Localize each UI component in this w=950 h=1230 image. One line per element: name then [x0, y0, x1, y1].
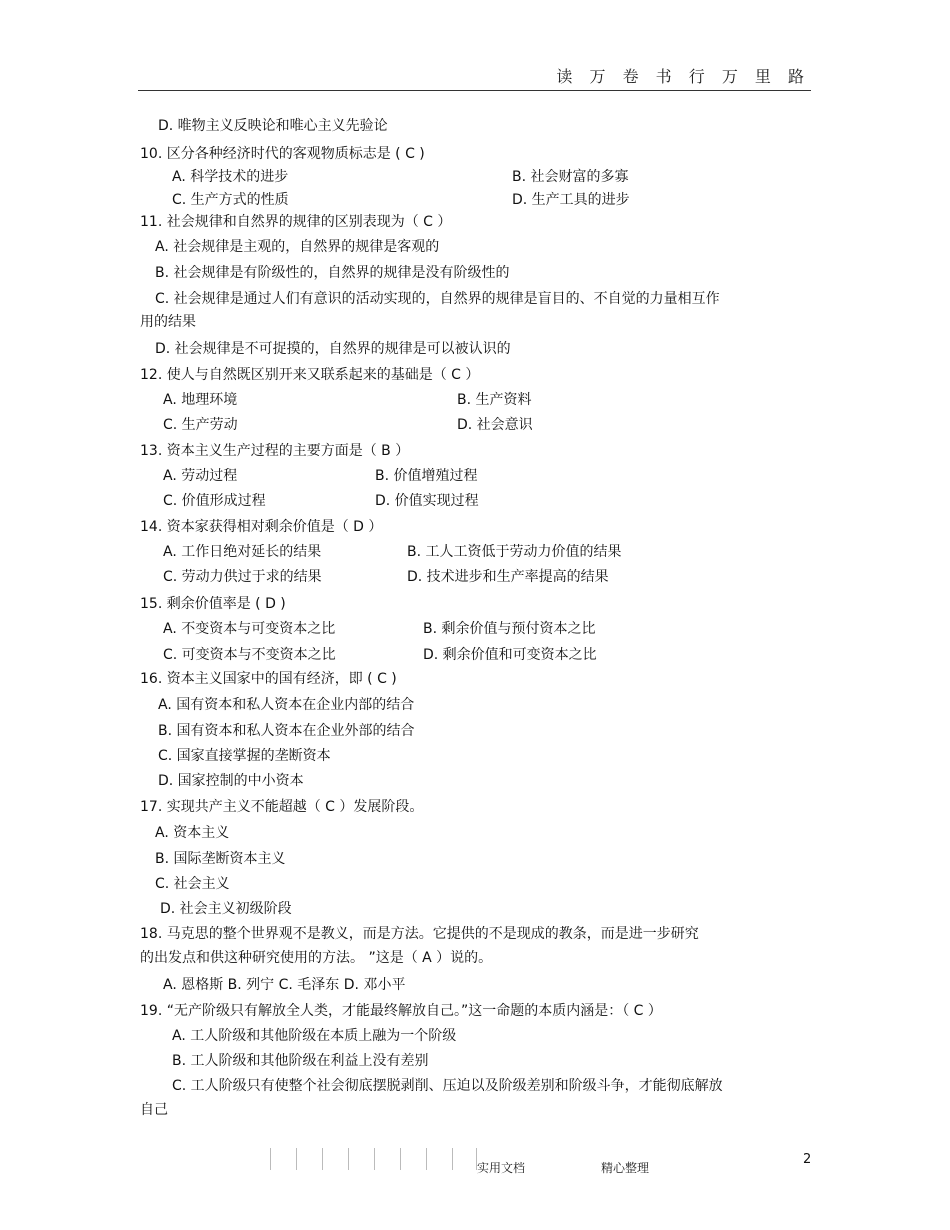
text-line: 19. “无产阶级只有解放全人类，才能最终解放自己。”这一命题的本质内涵是：（ C ） [140, 1003, 662, 1019]
text-line: 10. 区分各种经济时代的客观物质标志是 ( C ) [140, 146, 425, 162]
text-line: 12. 使人与自然既区别开来又联系起来的基础是（ C ） [140, 367, 480, 383]
text-line: A. 工作日绝对延长的结果 [163, 544, 322, 560]
text-line: B. 生产资料 [457, 392, 532, 408]
text-line: B. 工人阶级和其他阶级在利益上没有差别 [172, 1053, 429, 1069]
text-line: C. 可变资本与不变资本之比 [163, 647, 336, 663]
text-line: B. 国际垄断资本主义 [155, 851, 286, 867]
text-line: C. 劳动力供过于求的结果 [163, 569, 322, 585]
text-line: D. 社会意识 [457, 417, 533, 433]
footer-right-label: 精心整理 [601, 1161, 650, 1175]
footer-left-label: 实用文档 [477, 1161, 526, 1175]
text-line: B. 社会财富的多寡 [512, 169, 629, 185]
page-header-title: 读 万 卷 书 行 万 里 路 [556, 67, 810, 86]
text-line: 15. 剩余价值率是 ( D ) [140, 596, 286, 612]
text-line: C. 国家直接掌握的垄断资本 [158, 748, 331, 764]
text-line: 用的结果 [140, 314, 196, 330]
text-line: A. 资本主义 [155, 825, 230, 841]
text-line: D. 社会规律是不可捉摸的，自然界的规律是可以被认识的 [155, 341, 511, 357]
text-line: 11. 社会规律和自然界的规律的区别表现为（ C ） [140, 214, 452, 230]
text-line: A. 劳动过程 [163, 468, 238, 484]
text-line: D. 价值实现过程 [375, 493, 479, 509]
text-line: A. 不变资本与可变资本之比 [163, 621, 336, 637]
text-line: 14. 资本家获得相对剩余价值是（ D ） [140, 519, 383, 535]
text-line: C. 生产方式的性质 [172, 192, 289, 208]
text-line: A. 工人阶级和其他阶级在本质上融为一个阶级 [172, 1028, 457, 1044]
text-line: 的出发点和供这种研究使用的方法。 ”这是（ A ）说的。 [140, 950, 493, 966]
text-line: 16. 资本主义国家中的国有经济，即 ( C ) [140, 671, 397, 687]
text-line: C. 社会规律是通过人们有意识的活动实现的，自然界的规律是盲目的、不自觉的力量相互作 [155, 291, 720, 307]
text-line: C. 价值形成过程 [163, 493, 266, 509]
text-line: D. 社会主义初级阶段 [160, 901, 292, 917]
text-line: B. 工人工资低于劳动力价值的结果 [407, 544, 622, 560]
text-line: C. 工人阶级只有使整个社会彻底摆脱剥削、压迫以及阶级差别和阶级斗争，才能彻底解放 [172, 1078, 723, 1094]
header-divider [138, 90, 811, 91]
page-number: 2 [803, 1152, 812, 1167]
text-line: B. 剩余价值与预付资本之比 [423, 621, 596, 637]
text-line: D. 生产工具的进步 [512, 192, 630, 208]
text-line: B. 价值增殖过程 [375, 468, 478, 484]
text-line: 17. 实现共产主义不能超越（ C ）发展阶段。 [140, 799, 424, 815]
text-line: D. 唯物主义反映论和唯心主义先验论 [158, 118, 388, 134]
text-line: A. 科学技术的进步 [172, 169, 289, 185]
text-line: 18. 马克思的整个世界观不是教义，而是方法。它提供的不是现成的教条，而是进一步研究 [140, 926, 699, 942]
text-line: C. 生产劳动 [163, 417, 238, 433]
text-line: A. 社会规律是主观的，自然界的规律是客观的 [155, 239, 440, 255]
text-line: A. 地理环境 [163, 392, 238, 408]
text-line: B. 社会规律是有阶级性的，自然界的规律是没有阶级性的 [155, 265, 510, 281]
text-line: D. 技术进步和生产率提高的结果 [407, 569, 609, 585]
text-line: C. 社会主义 [155, 876, 230, 892]
text-line: D. 剩余价值和可变资本之比 [423, 647, 597, 663]
text-line: B. 国有资本和私人资本在企业外部的结合 [158, 723, 415, 739]
text-line: D. 国家控制的中小资本 [158, 773, 304, 789]
text-line: 13. 资本主义生产过程的主要方面是（ B ） [140, 443, 410, 459]
text-line: A. 恩格斯 B. 列宁 C. 毛泽东 D. 邓小平 [163, 977, 406, 993]
text-line: A. 国有资本和私人资本在企业内部的结合 [158, 697, 415, 713]
text-line: 自己 [140, 1102, 168, 1118]
